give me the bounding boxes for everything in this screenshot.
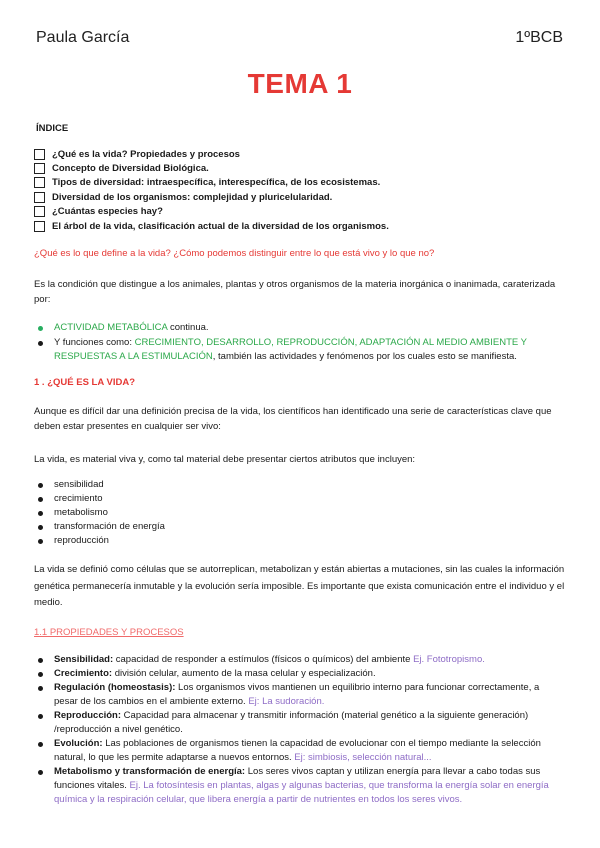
- section-paragraph: Aunque es difícil dar una definición precisa de la vida, los científicos han identificado una serie de características clave que deben estar presentes en cualquier ser vivo:: [34, 406, 552, 432]
- index-item: El árbol de la vida, clasificación actual de la diversidad de los organismos.: [34, 219, 554, 233]
- section-paragraph: La vida se definió como células que se autorreplican, metabolizan y están abiertas a mutaciones, sin las cuales la información genética permanecería inmutable y la evolución sería imposible. Es importante que exista comunicación entre el individuo y el medio.: [34, 564, 565, 608]
- list-item: Y funciones como: CRECIMIENTO, DESARROLLO, REPRODUCCIÓN, ADAPTACIÓN AL MEDIO AMBIENTE Y RESPUESTAS A LA ESTIMULACIÓN, también las actividades y fenómenos por los cuales esto se manifiesta.: [34, 336, 564, 364]
- bullet-icon: [38, 525, 43, 530]
- index-heading: ÍNDICE: [36, 123, 69, 134]
- list-item: Reproducción: Capacidad para almacenar y transmitir información (material genético a la siguiente generación) /reproducción a nivel genético.: [34, 709, 564, 737]
- attributes-list: [34, 478, 564, 548]
- intro-list: [34, 321, 564, 364]
- checkbox-icon[interactable]: [34, 192, 45, 203]
- checkbox-icon[interactable]: [34, 163, 45, 174]
- section-heading: 1 . ¿QUÉ ES LA VIDA?: [34, 377, 135, 388]
- list-item: sensibilidad: [34, 478, 564, 492]
- bullet-icon: [38, 539, 43, 544]
- index-list: [34, 147, 554, 233]
- list-item: Sensibilidad: capacidad de responder a estímulos (físicos o químicos) del ambiente Ej. Fototropismo.: [34, 653, 564, 667]
- list-item: crecimiento: [34, 492, 564, 506]
- list-item: ACTIVIDAD METABÓLICA continua.: [34, 321, 564, 335]
- list-item: reproducción: [34, 534, 564, 548]
- bullet-icon: [38, 326, 43, 331]
- checkbox-icon[interactable]: [34, 221, 45, 232]
- subsection-heading[interactable]: 1.1 PROPIEDADES Y PROCESOS: [34, 627, 184, 638]
- checkbox-icon[interactable]: [34, 206, 45, 217]
- bullet-icon: [38, 742, 43, 747]
- bullet-icon: [38, 341, 43, 346]
- index-item: Diversidad de los organismos: complejidad y pluricelularidad.: [34, 190, 554, 204]
- list-item: transformación de energía: [34, 520, 564, 534]
- student-name: Paula García: [36, 29, 130, 46]
- checkbox-icon[interactable]: [34, 177, 45, 188]
- bullet-icon: [38, 714, 43, 719]
- properties-list: [34, 653, 564, 807]
- index-item: Concepto de Diversidad Biológica.: [34, 161, 554, 175]
- index-item: Tipos de diversidad: intraespecífica, interespecífica, de los ecosistemas.: [34, 176, 554, 190]
- list-item: Regulación (homeostasis): Los organismos vivos mantienen un equilibrio interno para funcionar correctamente, a pesar de los cambios en el ambiente externo. Ej: La sudoración.: [34, 681, 564, 709]
- bullet-icon: [38, 497, 43, 502]
- bullet-icon: [38, 483, 43, 488]
- list-item: Metabolismo y transformación de energía: Los seres vivos captan y utilizan energía para llevar a cabo todas sus funciones vitales. Ej. La fotosíntesis en plantas, algas y algunas bacterias, que transforma la energía solar en energía química y la respiración celular, que libera energía a partir de nutrientes en todos los seres vivos.: [34, 765, 564, 807]
- intro-paragraph: Es la condición que distingue a los animales, plantas y otros organismos de la materia inorgánica o inanimada, caraterizada por:: [34, 279, 556, 305]
- bullet-icon: [38, 511, 43, 516]
- checkbox-icon[interactable]: [34, 149, 45, 160]
- index-item: ¿Qué es la vida? Propiedades y procesos: [34, 147, 554, 161]
- bullet-icon: [38, 770, 43, 775]
- list-item: metabolismo: [34, 506, 564, 520]
- key-question: ¿Qué es lo que define a la vida? ¿Cómo podemos distinguir entre lo que está vivo y lo que no?: [34, 248, 435, 259]
- course-label: 1ºBCB: [515, 29, 563, 46]
- bullet-icon: [38, 672, 43, 677]
- list-item: Evolución: Las poblaciones de organismos tienen la capacidad de evolucionar con el tiempo mediante la selección natural, lo que les permite adaptarse a nuevos entornos. Ej: simbiosis, selección natural...: [34, 737, 564, 765]
- bullet-icon: [38, 658, 43, 663]
- page-title: TEMA 1: [247, 68, 353, 99]
- list-item: Crecimiento: división celular, aumento de la masa celular y especialización.: [34, 667, 564, 681]
- section-paragraph: La vida, es material viva y, como tal material debe presentar ciertos atributos que incluyen:: [34, 454, 416, 465]
- index-item: ¿Cuántas especies hay?: [34, 205, 554, 219]
- bullet-icon: [38, 686, 43, 691]
